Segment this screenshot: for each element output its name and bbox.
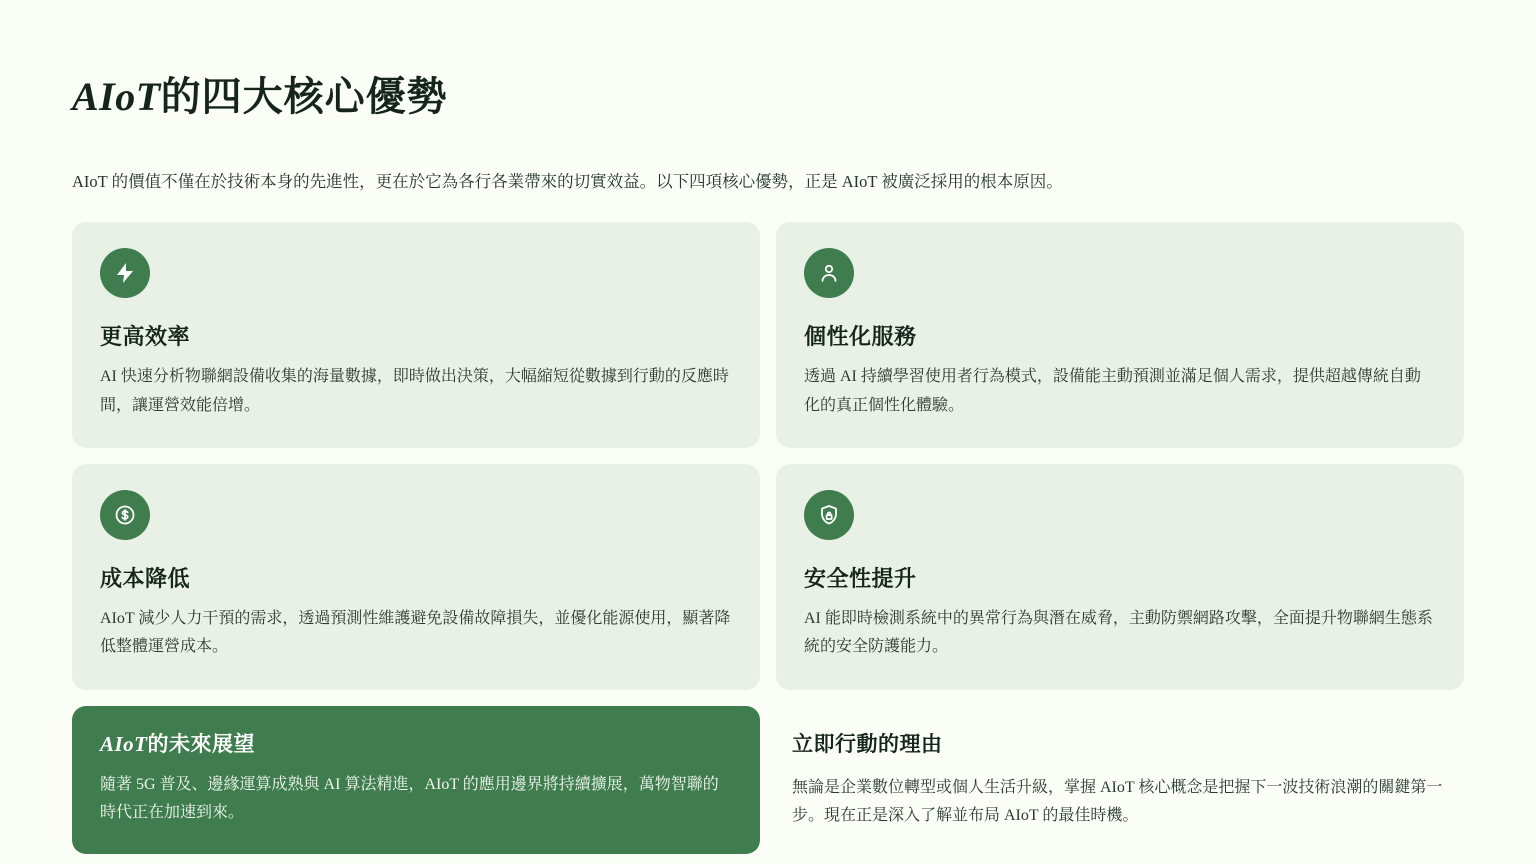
- future-outlook-title-en: AIoT: [100, 731, 148, 756]
- advantage-card: [776, 222, 1464, 448]
- card-title: 個性化服務: [804, 324, 917, 350]
- bolt-icon: [100, 248, 150, 298]
- future-outlook-title: [100, 728, 732, 758]
- card-text: 透過 AI 持續學習使用者行為模式，設備能主動預測並滿足個人需求，提供超越傳統自動化的真正個性化體驗。: [804, 368, 1421, 414]
- intro-paragraph: AIoT 的價值不僅在於技術本身的先進性，更在於它為各行各業帶來的切實效益。以下四項核心優勢，正是 AIoT 被廣泛採用的根本原因。: [72, 172, 1063, 191]
- future-outlook-card: [72, 706, 760, 854]
- advantage-card: [776, 464, 1464, 690]
- future-outlook-title-zh: 的未來展望: [147, 731, 256, 756]
- action-reason-text: 無論是企業數位轉型或個人生活升級，掌握 AIoT 核心概念是把握下一波技術浪潮的關鍵第一步。現在正是深入了解並布局 AIoT 的最佳時機。: [792, 778, 1443, 825]
- future-outlook-text: 隨著 5G 普及、邊緣運算成熟與 AI 算法精進，AIoT 的應用邊界將持續擴展，萬物智聯的時代正在加速到來。: [100, 775, 719, 822]
- bottom-section: [72, 706, 1464, 854]
- card-text: AI 快速分析物聯網設備收集的海量數據，即時做出決策，大幅縮短從數據到行動的反應時間，讓運營效能倍增。: [100, 368, 729, 414]
- action-reason-title: 立即行動的理由: [792, 731, 943, 756]
- card-title: 更高效率: [100, 324, 191, 350]
- user-icon: [804, 248, 854, 298]
- card-text: AI 能即時檢測系統中的異常行為與潛在威脅，主動防禦網路攻擊，全面提升物聯網生態系統的安全防護能力。: [804, 609, 1433, 656]
- advantage-card-grid: [72, 222, 1464, 690]
- dollar-coin-icon: [100, 490, 150, 540]
- action-reason-block: [776, 706, 1464, 854]
- card-text: AIoT 減少人力干預的需求，透過預測性維護避免設備故障損失，並優化能源使用，顯著降低整體運營成本。: [100, 609, 731, 656]
- card-title: 安全性提升: [804, 565, 917, 591]
- page-title: [72, 72, 1464, 122]
- advantage-card: [72, 222, 760, 448]
- page-title-en: AIoT: [72, 74, 161, 119]
- advantage-card: [72, 464, 760, 690]
- page-title-zh: 的四大核心優勢: [160, 74, 448, 119]
- shield-lock-icon: [804, 490, 854, 540]
- card-title: 成本降低: [100, 565, 191, 591]
